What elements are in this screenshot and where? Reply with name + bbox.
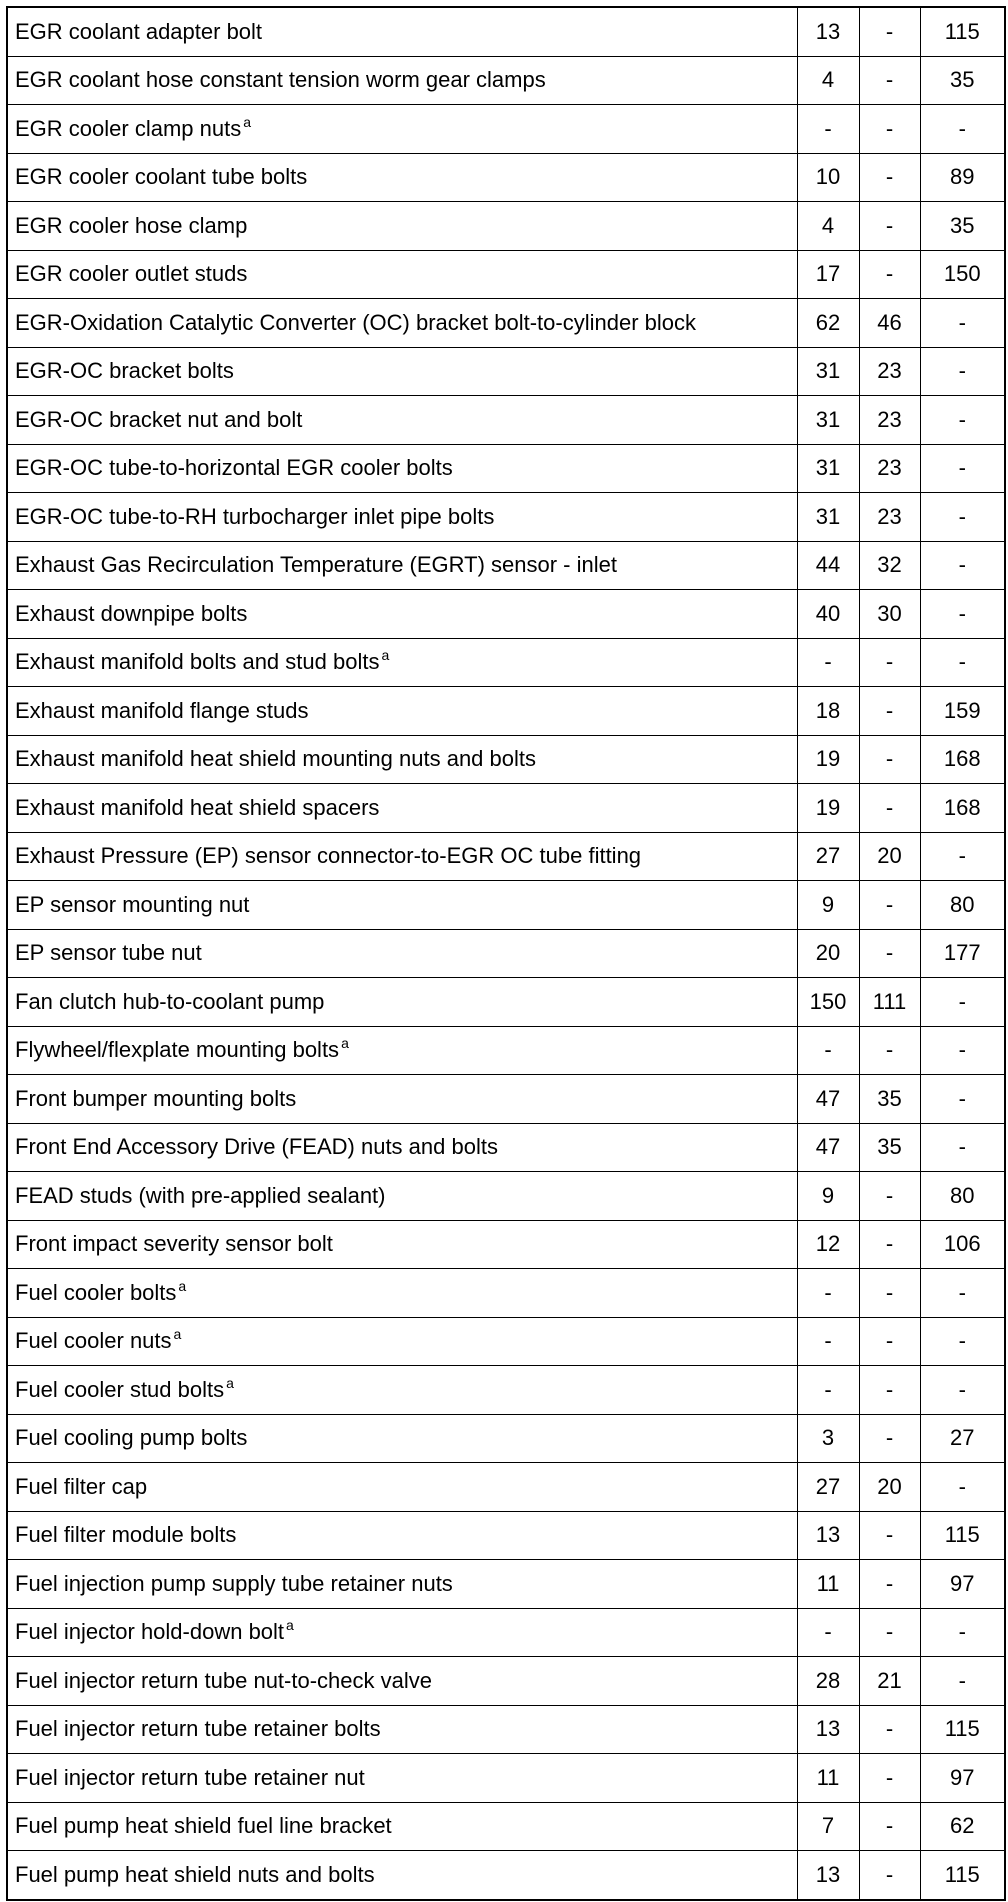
torque-lbin-cell: 97 [920, 1754, 1005, 1803]
torque-lbft-cell: 20 [859, 832, 920, 881]
torque-lbin-cell: - [920, 396, 1005, 445]
torque-lbft-cell: - [859, 1172, 920, 1221]
torque-lbft-cell: - [859, 784, 920, 833]
torque-nm-cell: 3 [797, 1414, 859, 1463]
component-description-cell [7, 202, 797, 251]
torque-lbft-cell: 23 [859, 347, 920, 396]
torque-lbin-cell: - [920, 1366, 1005, 1415]
table-row [7, 1705, 1005, 1754]
component-description: Exhaust downpipe bolts [15, 600, 248, 626]
table-row [7, 1802, 1005, 1851]
torque-lbft-cell: - [859, 250, 920, 299]
table-row [7, 1511, 1005, 1560]
component-description-cell [7, 7, 797, 56]
component-description: Exhaust manifold bolts and stud bolts [15, 649, 380, 675]
component-description-cell [7, 881, 797, 930]
torque-nm-cell: 18 [797, 687, 859, 736]
component-description-cell [7, 638, 797, 687]
table-row [7, 638, 1005, 687]
component-description-cell [7, 1026, 797, 1075]
table-row [7, 1657, 1005, 1706]
torque-lbin-cell: - [920, 832, 1005, 881]
component-description-cell [7, 1657, 797, 1706]
component-description: EGR-Oxidation Catalytic Converter (OC) bracket bolt-to-cylinder block [15, 309, 697, 335]
torque-lbft-cell: - [859, 153, 920, 202]
component-description: Front End Accessory Drive (FEAD) nuts and bolts [15, 1134, 498, 1160]
torque-nm-cell: 13 [797, 1511, 859, 1560]
torque-lbft-cell: - [859, 1851, 920, 1900]
torque-nm-cell: 4 [797, 56, 859, 105]
component-description: EGR cooler outlet studs [15, 261, 248, 287]
component-description: Exhaust manifold heat shield spacers [15, 794, 380, 820]
torque-nm-cell: - [797, 1608, 859, 1657]
component-description: Fuel injector return tube nut-to-check valve [15, 1667, 432, 1693]
table-row [7, 202, 1005, 251]
torque-lbin-cell: - [920, 1608, 1005, 1657]
table-row [7, 444, 1005, 493]
component-description-cell [7, 1851, 797, 1900]
component-description-cell [7, 1220, 797, 1269]
component-description: FEAD studs (with pre-applied sealant) [15, 1182, 386, 1208]
torque-nm-cell: 28 [797, 1657, 859, 1706]
footnote-marker: a [173, 1326, 182, 1343]
table-row [7, 1172, 1005, 1221]
component-description-cell [7, 1802, 797, 1851]
table-row [7, 541, 1005, 590]
torque-nm-cell: 9 [797, 1172, 859, 1221]
table-row [7, 493, 1005, 542]
torque-nm-cell: 12 [797, 1220, 859, 1269]
torque-nm-cell: 7 [797, 1802, 859, 1851]
torque-nm-cell: 31 [797, 396, 859, 445]
table-row [7, 1075, 1005, 1124]
torque-lbin-cell: - [920, 1317, 1005, 1366]
torque-lbin-cell: - [920, 1075, 1005, 1124]
component-description-cell [7, 396, 797, 445]
table-row [7, 832, 1005, 881]
torque-lbin-cell: 27 [920, 1414, 1005, 1463]
component-description: Fuel injector return tube retainer nut [15, 1764, 365, 1790]
torque-lbin-cell: 106 [920, 1220, 1005, 1269]
table-row [7, 1317, 1005, 1366]
torque-lbft-cell: - [859, 638, 920, 687]
torque-nm-cell: 31 [797, 347, 859, 396]
torque-nm-cell: 4 [797, 202, 859, 251]
torque-nm-cell: 13 [797, 1705, 859, 1754]
torque-lbin-cell: 80 [920, 881, 1005, 930]
component-description: Fuel filter cap [15, 1473, 148, 1499]
component-description-cell [7, 1317, 797, 1366]
component-description-cell [7, 1123, 797, 1172]
table-row [7, 929, 1005, 978]
component-description-cell [7, 978, 797, 1027]
torque-lbin-cell: 168 [920, 735, 1005, 784]
torque-lbft-cell: - [859, 105, 920, 154]
torque-lbft-cell: 32 [859, 541, 920, 590]
table-row [7, 1608, 1005, 1657]
torque-lbft-cell: 46 [859, 299, 920, 348]
component-description-cell [7, 1463, 797, 1512]
torque-lbft-cell: 35 [859, 1123, 920, 1172]
component-description-cell [7, 541, 797, 590]
footnote-marker: a [341, 1035, 349, 1052]
component-description-cell [7, 105, 797, 154]
component-description-cell [7, 590, 797, 639]
torque-lbft-cell: 23 [859, 493, 920, 542]
torque-lbin-cell: - [920, 978, 1005, 1027]
table-row [7, 1269, 1005, 1318]
component-description: EGR cooler hose clamp [15, 212, 248, 238]
torque-lbft-cell: 21 [859, 1657, 920, 1706]
table-row [7, 396, 1005, 445]
component-description-cell [7, 444, 797, 493]
component-description: EGR cooler clamp nuts [15, 115, 242, 141]
component-description-cell [7, 56, 797, 105]
torque-lbin-cell: 35 [920, 202, 1005, 251]
torque-nm-cell: - [797, 1026, 859, 1075]
torque-lbft-cell: 23 [859, 444, 920, 493]
torque-lbft-cell: - [859, 1026, 920, 1075]
torque-nm-cell: 150 [797, 978, 859, 1027]
torque-nm-cell: 31 [797, 493, 859, 542]
torque-lbin-cell: 115 [920, 1851, 1005, 1900]
component-description: Fuel cooling pump bolts [15, 1425, 248, 1451]
torque-nm-cell: 27 [797, 832, 859, 881]
torque-lbft-cell: - [859, 1705, 920, 1754]
footnote-marker: a [226, 1374, 234, 1391]
component-description: EP sensor tube nut [15, 940, 202, 966]
table-row [7, 1366, 1005, 1415]
component-description-cell [7, 1511, 797, 1560]
component-description: Exhaust Pressure (EP) sensor connector-to-EGR OC tube fitting [15, 843, 642, 869]
component-description: Front impact severity sensor bolt [15, 1231, 333, 1257]
table-row [7, 1123, 1005, 1172]
torque-lbin-cell: - [920, 1269, 1005, 1318]
table-row [7, 1220, 1005, 1269]
torque-lbft-cell: - [859, 202, 920, 251]
component-description-cell [7, 1754, 797, 1803]
component-description: Fuel cooler nuts [15, 1328, 172, 1354]
torque-lbin-cell: 168 [920, 784, 1005, 833]
footnote-marker: a [286, 1617, 294, 1634]
torque-nm-cell: 20 [797, 929, 859, 978]
table-row [7, 347, 1005, 396]
component-description: EGR-OC bracket bolts [15, 358, 234, 384]
table-row [7, 153, 1005, 202]
torque-lbft-cell: - [859, 929, 920, 978]
torque-lbft-cell: - [859, 735, 920, 784]
torque-nm-cell: 47 [797, 1075, 859, 1124]
footnote-marker: a [381, 647, 390, 664]
torque-lbft-cell: - [859, 1366, 920, 1415]
torque-lbft-cell: - [859, 1414, 920, 1463]
torque-lbft-cell: 23 [859, 396, 920, 445]
component-description-cell [7, 299, 797, 348]
component-description-cell [7, 832, 797, 881]
torque-lbft-cell: - [859, 1560, 920, 1609]
table-row [7, 1851, 1005, 1900]
torque-nm-cell: 13 [797, 1851, 859, 1900]
torque-lbin-cell: 115 [920, 1511, 1005, 1560]
component-description: EGR cooler coolant tube bolts [15, 164, 308, 190]
footnote-marker: a [243, 113, 251, 130]
component-description-cell [7, 735, 797, 784]
table-row [7, 687, 1005, 736]
torque-nm-cell: 10 [797, 153, 859, 202]
torque-nm-cell: - [797, 1317, 859, 1366]
torque-nm-cell: 27 [797, 1463, 859, 1512]
torque-lbin-cell: 115 [920, 1705, 1005, 1754]
component-description: Fuel injection pump supply tube retainer nuts [15, 1570, 453, 1596]
table-row [7, 1560, 1005, 1609]
torque-table-body [7, 7, 1005, 1900]
torque-lbin-cell: - [920, 638, 1005, 687]
table-row [7, 1754, 1005, 1803]
component-description: Fuel cooler bolts [15, 1279, 177, 1305]
table-row [7, 784, 1005, 833]
torque-nm-cell: 44 [797, 541, 859, 590]
torque-lbft-cell: 30 [859, 590, 920, 639]
torque-lbin-cell: 80 [920, 1172, 1005, 1221]
torque-lbin-cell: 62 [920, 1802, 1005, 1851]
table-row [7, 978, 1005, 1027]
torque-lbin-cell: - [920, 444, 1005, 493]
torque-lbin-cell: 89 [920, 153, 1005, 202]
torque-nm-cell: 11 [797, 1754, 859, 1803]
torque-lbft-cell: - [859, 1511, 920, 1560]
component-description: EGR-OC tube-to-RH turbocharger inlet pipe bolts [15, 503, 495, 529]
table-row [7, 1414, 1005, 1463]
torque-lbft-cell: - [859, 7, 920, 56]
torque-lbft-cell: - [859, 1608, 920, 1657]
torque-nm-cell: 19 [797, 784, 859, 833]
torque-lbin-cell: - [920, 1123, 1005, 1172]
torque-lbin-cell: - [920, 590, 1005, 639]
table-row [7, 250, 1005, 299]
component-description: Exhaust manifold flange studs [15, 697, 309, 723]
component-description-cell [7, 153, 797, 202]
component-description-cell [7, 929, 797, 978]
torque-lbin-cell: - [920, 1657, 1005, 1706]
torque-nm-cell: 40 [797, 590, 859, 639]
torque-lbft-cell: 111 [859, 978, 920, 1027]
component-description: EGR coolant adapter bolt [15, 18, 263, 44]
component-description: Fuel cooler stud bolts [15, 1376, 225, 1402]
torque-nm-cell: 62 [797, 299, 859, 348]
torque-lbft-cell: - [859, 687, 920, 736]
component-description: Flywheel/flexplate mounting bolts [15, 1037, 340, 1063]
table-row [7, 7, 1005, 56]
torque-nm-cell: 13 [797, 7, 859, 56]
component-description: EGR-OC tube-to-horizontal EGR cooler bolts [15, 455, 453, 481]
torque-nm-cell: - [797, 105, 859, 154]
component-description-cell [7, 1172, 797, 1221]
torque-nm-cell: - [797, 1269, 859, 1318]
component-description-cell [7, 1608, 797, 1657]
component-description-cell [7, 784, 797, 833]
component-description: Fuel filter module bolts [15, 1522, 237, 1548]
table-row [7, 105, 1005, 154]
torque-nm-cell: 47 [797, 1123, 859, 1172]
component-description-cell [7, 1075, 797, 1124]
component-description: EP sensor mounting nut [15, 891, 250, 917]
component-description: Fan clutch hub-to-coolant pump [15, 988, 325, 1014]
torque-lbft-cell: - [859, 56, 920, 105]
torque-lbin-cell: 177 [920, 929, 1005, 978]
torque-nm-cell: 17 [797, 250, 859, 299]
component-description-cell [7, 1269, 797, 1318]
torque-lbin-cell: - [920, 347, 1005, 396]
torque-lbin-cell: - [920, 1026, 1005, 1075]
torque-lbft-cell: 20 [859, 1463, 920, 1512]
torque-lbft-cell: - [859, 1754, 920, 1803]
component-description-cell [7, 1414, 797, 1463]
torque-lbin-cell: 115 [920, 7, 1005, 56]
component-description: Fuel pump heat shield fuel line bracket [15, 1813, 392, 1839]
torque-nm-cell: 19 [797, 735, 859, 784]
component-description: EGR-OC bracket nut and bolt [15, 406, 303, 432]
torque-lbft-cell: - [859, 1317, 920, 1366]
torque-lbft-cell: - [859, 1269, 920, 1318]
torque-lbin-cell: - [920, 299, 1005, 348]
component-description-cell [7, 1705, 797, 1754]
component-description-cell [7, 1560, 797, 1609]
torque-nm-cell: 11 [797, 1560, 859, 1609]
table-row [7, 299, 1005, 348]
torque-nm-cell: 31 [797, 444, 859, 493]
component-description: Fuel injector return tube retainer bolts [15, 1716, 381, 1742]
torque-lbin-cell: - [920, 1463, 1005, 1512]
component-description-cell [7, 1366, 797, 1415]
component-description: Exhaust manifold heat shield mounting nuts and bolts [15, 746, 536, 772]
torque-nm-cell: 9 [797, 881, 859, 930]
torque-lbft-cell: 35 [859, 1075, 920, 1124]
component-description: Exhaust Gas Recirculation Temperature (EGRT) sensor - inlet [15, 552, 617, 578]
torque-lbin-cell: 97 [920, 1560, 1005, 1609]
component-description-cell [7, 347, 797, 396]
table-row [7, 735, 1005, 784]
torque-lbin-cell: 159 [920, 687, 1005, 736]
table-row [7, 1463, 1005, 1512]
component-description: Front bumper mounting bolts [15, 1085, 297, 1111]
torque-lbin-cell: 150 [920, 250, 1005, 299]
component-description: EGR coolant hose constant tension worm gear clamps [15, 67, 546, 93]
torque-lbft-cell: - [859, 1220, 920, 1269]
torque-nm-cell: - [797, 1366, 859, 1415]
component-description-cell [7, 687, 797, 736]
torque-lbin-cell: - [920, 541, 1005, 590]
torque-lbft-cell: - [859, 881, 920, 930]
footnote-marker: a [178, 1277, 187, 1294]
component-description-cell [7, 250, 797, 299]
component-description: Fuel pump heat shield nuts and bolts [15, 1861, 375, 1887]
torque-spec-table [6, 6, 1006, 1901]
torque-lbft-cell: - [859, 1802, 920, 1851]
table-row [7, 56, 1005, 105]
table-row [7, 881, 1005, 930]
table-row [7, 590, 1005, 639]
component-description-cell [7, 493, 797, 542]
table-row [7, 1026, 1005, 1075]
torque-lbin-cell: 35 [920, 56, 1005, 105]
torque-lbin-cell: - [920, 105, 1005, 154]
component-description: Fuel injector hold-down bolt [15, 1619, 285, 1645]
torque-nm-cell: - [797, 638, 859, 687]
torque-lbin-cell: - [920, 493, 1005, 542]
